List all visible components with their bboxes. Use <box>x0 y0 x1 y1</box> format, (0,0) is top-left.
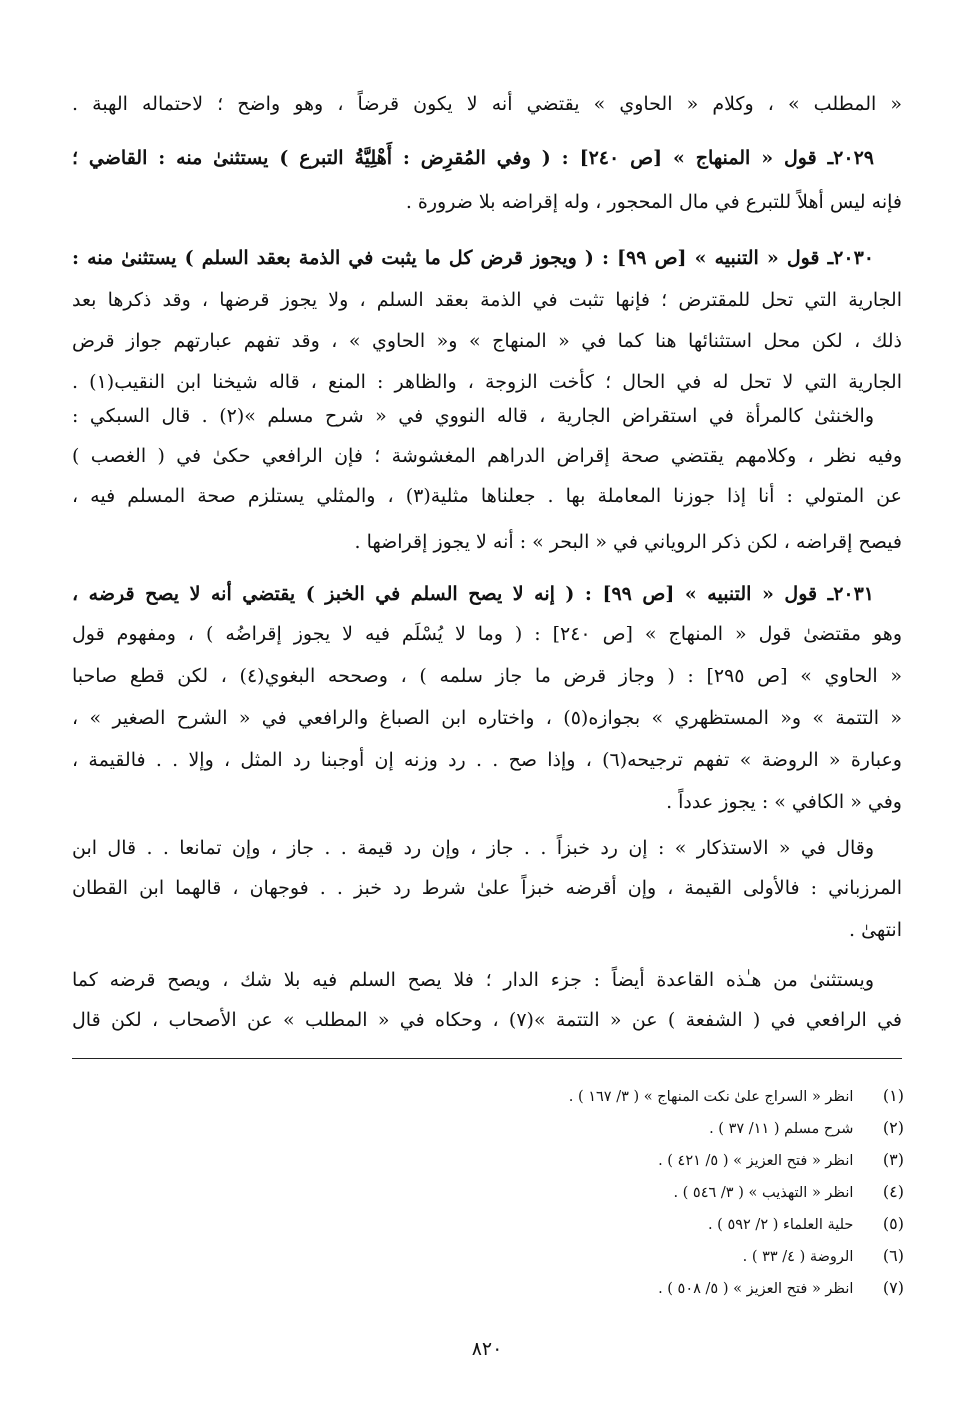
footnote <box>204 1208 904 1240</box>
footnote <box>204 1144 904 1176</box>
footnote-number: (٢) <box>882 1118 904 1137</box>
footnote-text: انظر « فتح العزيز » ( ٥/ ٥٠٨ ) . <box>658 1281 854 1297</box>
footnote-text: انظر « التهذيب » ( ٣/ ٥٤٦ ) . <box>673 1185 854 1201</box>
footnote <box>204 1112 904 1144</box>
body-line: الجارية التي تحل للمقترض ؛ فإنها تثبت في الذمة بعقد السلم ، ولا يجوز قرضها ، وقد ذكرها بعد <box>72 289 902 311</box>
body-line: وعبارة « الروضة » تفهم ترجيحه(٦) ، وإذا صح . . رد وزنه إن أوجبنا رد المثل ، وإلا . . فالقيمة ، <box>72 749 902 771</box>
body-line: عن المتولي : أنا إذا جوزنا المعاملة بها . جعلناها مثلية(٣) ، والمثلي يستلزم صحة المسلم فيه ، <box>72 485 902 507</box>
body-line: ويستثنىٰ من هـٰذه القاعدة أيضاً : جزء الدار ؛ فلا يصح السلم فيه بلا شك ، ويصح قرضه كما <box>72 969 874 991</box>
body-line: وفيه نظر ، وكلامهم يقتضي صحة إقراض الدراهم المغشوشة ؛ فإن الرافعي حكىٰ في ( الغصب ) <box>72 445 902 467</box>
footnote-text: حلية العلماء ( ٢/ ٥٩٢ ) . <box>707 1217 854 1233</box>
body-line: المرزباني : فالأولى القيمة ، وإن أقرضه خبزاً علىٰ شرط رد خبز . . فوجهان ، قالهما ابن القطان <box>72 877 902 899</box>
body-line: الجارية التي لا تحل له في الحال ؛ كأخت الزوجة ، والظاهر : المنع ، قاله شيخنا ابن النقيب(١) . <box>72 371 902 393</box>
footnote <box>204 1272 904 1304</box>
footnote-separator <box>72 1058 902 1059</box>
body-line: « الحاوي » [ص ٢٩٥] : ( وجاز قرض ما جاز سلمه ) ، وصححه البغوي(٤) ، لكن قطع صاحبا <box>72 665 902 687</box>
footnote-number: (١) <box>882 1086 904 1105</box>
body-line: انتهىٰ . <box>849 919 902 941</box>
body-line: « المطلب » ، وكلام « الحاوي » يقتضي أنه لا يكون قرضاً ، وهو واضح ؛ لاحتماله الهبة . <box>72 93 902 115</box>
body-line: ٢٠٢٩ـ قول « المنهاج » [ص ٢٤٠] : ( وفي المُقرِض : أَهْلِيَّةُ التبرع ) يستثنىٰ منه : القاضي ؛ <box>72 147 874 169</box>
footnote-number: (٤) <box>882 1182 904 1201</box>
body-line: فيصح إقراضه ، لكن ذكر الروياني في « البحر » : أنه لا يجوز إقراضها . <box>354 531 902 553</box>
footnote-text: الروضة ( ٤/ ٣٣ ) . <box>742 1249 854 1265</box>
body-line: « التتمة » و« المستظهري » بجوازه(٥) ، واختاره ابن الصباغ والرافعي في « الشرح الصغير » ، <box>72 707 902 729</box>
footnote-text: شرح مسلم ( ١١/ ٣٧ ) . <box>709 1121 854 1137</box>
footnote-number: (٧) <box>882 1278 904 1297</box>
body-line: في الرافعي في ( الشفعة ) عن « التتمة »(٧) ، وحكاه في « المطلب » عن الأصحاب ، لكن قال <box>72 1009 902 1031</box>
footnote-number: (٦) <box>882 1246 904 1265</box>
footnote-number: (٣) <box>882 1150 904 1169</box>
page-number: ٨٢٠ <box>471 1338 503 1360</box>
footnote <box>204 1240 904 1272</box>
footnote-number: (٥) <box>882 1214 904 1233</box>
body-line: وهو مقتضىٰ قول « المنهاج » [ص ٢٤٠] : ( وما لا يُسْلَم فيه لا يجوز إقراضُه ) ، ومفهوم قول <box>72 623 902 645</box>
body-line: ذلك ، لكن محل استثنائها هنا كما في « المنهاج » و« الحاوي » ، وقد تفهم عبارتهم جواز قرض <box>72 330 902 352</box>
body-line: والخنثىٰ كالمرأة في استقراض الجارية ، قاله النووي في « شرح مسلم »(٢) . قال السبكي : <box>72 405 874 427</box>
body-line: ٢٠٣١ـ قول « التنبيه » [ص ٩٩] : ( إنه لا يصح السلم في الخبز ) يقتضي أنه لا يصح قرضه ، <box>72 583 874 605</box>
footnote-text: انظر « فتح العزيز » ( ٥/ ٤٢١ ) . <box>658 1153 854 1169</box>
footnote <box>204 1176 904 1208</box>
body-line: فإنه ليس أهلاً للتبرع في مال المحجور ، وله إقراضه بلا ضرورة . <box>405 191 902 213</box>
footnote-text: انظر « السراج علىٰ نكت المنهاج » ( ٣/ ١٦٧ ) . <box>568 1089 854 1105</box>
body-line: ٢٠٣٠ـ قول « التنبيه » [ص ٩٩] : ( ويجوز قرض كل ما يثبت في الذمة بعقد السلم ) يستثنىٰ منه : <box>72 247 874 269</box>
footnote <box>204 1080 904 1112</box>
body-line: وفي « الكافي » : يجوز عدداً . <box>666 791 902 813</box>
body-line: وقال في « الاستذكار » : إن رد خبزاً . . جاز ، وإن رد قيمة . . جاز ، وإن تمانعا . . قال ابن <box>72 837 874 859</box>
